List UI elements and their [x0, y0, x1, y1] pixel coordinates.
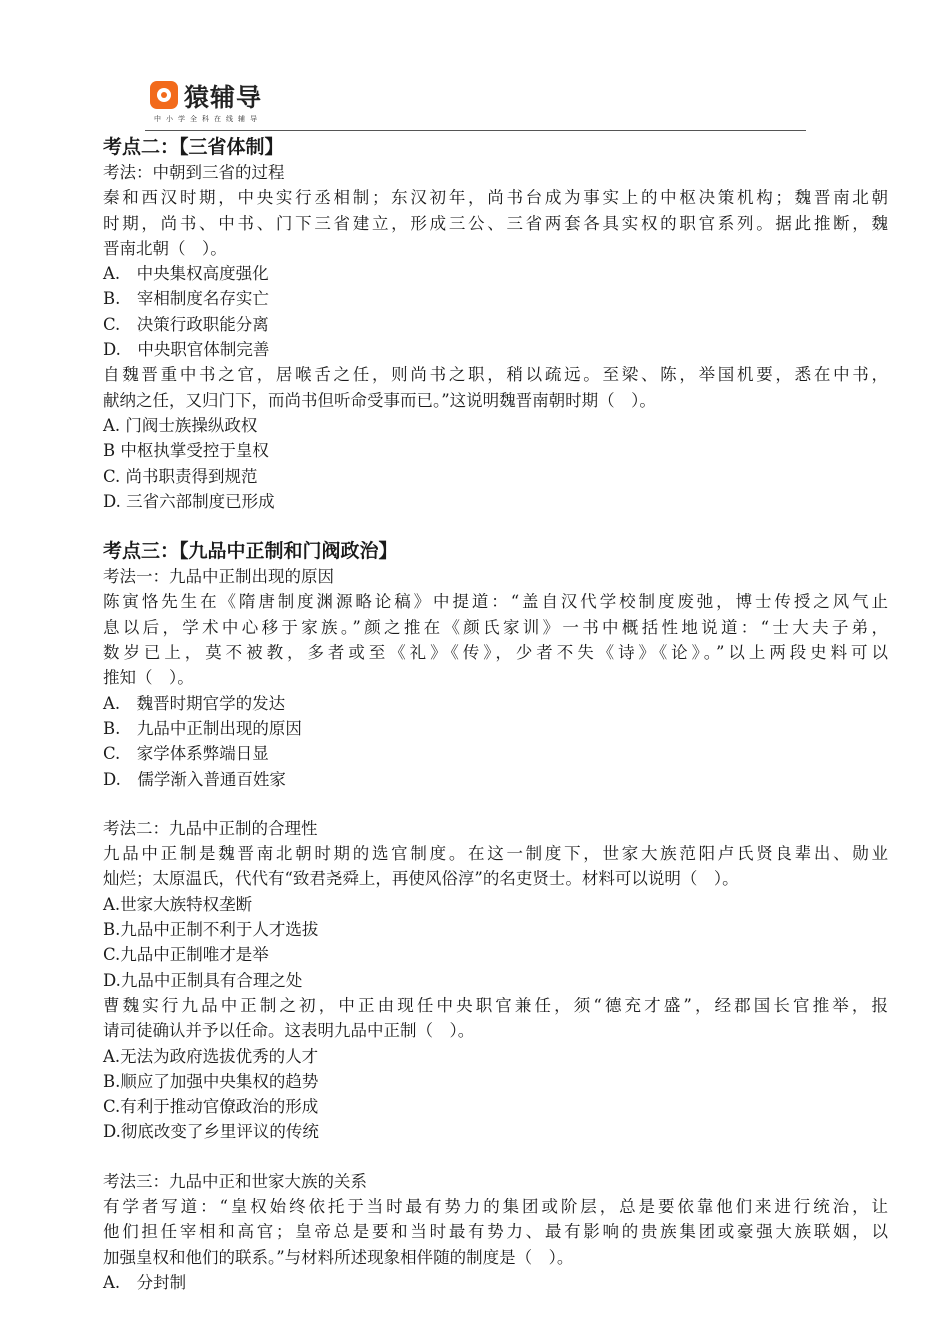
- option-c: C. 家学体系弊端日显: [103, 744, 269, 764]
- option-c: C. 决策行政职能分离: [103, 314, 269, 334]
- section-heading: 考点三：【九品中正制和门阀政治】: [103, 540, 398, 563]
- option-d: D.彻底改变了乡里评议的传统: [103, 1122, 319, 1142]
- question-line: 加强皇权和他们的联系。”与材料所述现象相伴随的制度是（ ）。: [103, 1247, 574, 1267]
- question-line: 数岁已上，莫不被教，多者或至《礼》《传》，少者不失《诗》《论》。”以上两段史料可以: [103, 643, 888, 663]
- question-line: 九品中正制是魏晋南北朝时期的选官制度。在这一制度下，世家大族范阳卢氏贤良辈出、勋业: [103, 844, 888, 864]
- logo-subtitle: 中小学全科在线辅导: [154, 115, 262, 123]
- question-line: 晋南北朝（ ）。: [103, 238, 227, 258]
- option-c: C. 尚书职责得到规范: [103, 466, 258, 486]
- logo-icon: [150, 81, 178, 109]
- option-d: D. 儒学渐入普通百姓家: [103, 769, 286, 789]
- option-a: A. 魏晋时期官学的发达: [103, 693, 286, 713]
- spacer: [103, 1145, 893, 1169]
- question-line: 献纳之任，又归门下，而尚书但听命受事而已。”这说明魏晋南朝时期（ ）。: [103, 390, 656, 410]
- option-d: D.九品中正制具有合理之处: [103, 970, 303, 990]
- option-b: B. 宰相制度名存实亡: [103, 289, 269, 309]
- question-line: 陈寅恪先生在《隋唐制度渊源略论稿》中提道：“盖自汉代学校制度废弛，博士传授之风气止: [103, 592, 888, 612]
- option-a: A. 中央集权高度强化: [103, 264, 269, 284]
- method-title: 考法一：九品中正制出现的原因: [103, 567, 334, 587]
- method-title: 考法：中朝到三省的过程: [103, 163, 285, 182]
- question-line: 请司徒确认并予以任命。这表明九品中正制（ ）。: [103, 1021, 475, 1041]
- question-line: 他们担任宰相和高官；皇帝总是要和当时最有势力、最有影响的贵族集团或豪强大族联姻，以: [103, 1222, 888, 1242]
- question-line: 灿烂；太原温氏，代代有“致君尧舜上，再使风俗淳”的名吏贤士。材料可以说明（ ）。: [103, 869, 739, 889]
- content: [103, 134, 893, 1295]
- option-b: B. 九品中正制出现的原因: [103, 718, 302, 738]
- section-heading: 考点二：【三省体制】: [103, 136, 284, 158]
- question-line: 推知（ ）。: [103, 668, 194, 688]
- option-d: D. 中央职官体制完善: [103, 340, 270, 360]
- option-b: B.九品中正制不利于人才选拔: [103, 920, 319, 940]
- option-b: B 中枢执掌受控于皇权: [103, 441, 269, 461]
- question-line: 息以后，学术中心移于家族。”颜之推在《颜氏家训》一书中概括性地说道：“士大夫子弟，: [103, 617, 888, 637]
- header-divider: [145, 130, 806, 131]
- option-c: C.有利于推动官僚政治的形成: [103, 1097, 319, 1117]
- question-line: 自魏晋重中书之官，居喉舌之任，则尚书之职，稍以疏远。至梁、陈，举国机要，悉在中书，: [103, 365, 888, 385]
- question-line: 曹魏实行九品中正制之初，中正由现任中央职官兼任，须“德充才盛”，经郡国长官推举，报: [103, 995, 888, 1015]
- question-line: 秦和西汉时期，中央实行丞相制；东汉初年，尚书台成为事实上的中枢决策机构；魏晋南北朝: [103, 188, 888, 208]
- spacer: [103, 514, 893, 538]
- question-line: 时期，尚书、中书、门下三省建立，形成三公、三省两套各具实权的职官系列。据此推断，魏: [103, 213, 888, 233]
- option-b: B.顺应了加强中央集权的趋势: [103, 1071, 319, 1091]
- option-a: A.世家大族特权垄断: [103, 894, 253, 914]
- method-title: 考法三：九品中正和世家大族的关系: [103, 1171, 367, 1191]
- spacer: [103, 792, 893, 816]
- option-a: A. 门阀士族操纵政权: [103, 415, 258, 435]
- logo-text: 猿辅导: [184, 83, 263, 112]
- method-title: 考法二：九品中正制的合理性: [103, 818, 318, 838]
- question-line: 有学者写道：“皇权始终依托于当时最有势力的集团或阶层，总是要依靠他们来进行统治，让: [103, 1196, 888, 1216]
- option-c: C.九品中正制唯才是举: [103, 945, 269, 965]
- option-d: D. 三省六部制度已形成: [103, 491, 275, 511]
- option-a: A. 分封制: [103, 1272, 187, 1292]
- option-a: A.无法为政府选拔优秀的人才: [103, 1046, 319, 1066]
